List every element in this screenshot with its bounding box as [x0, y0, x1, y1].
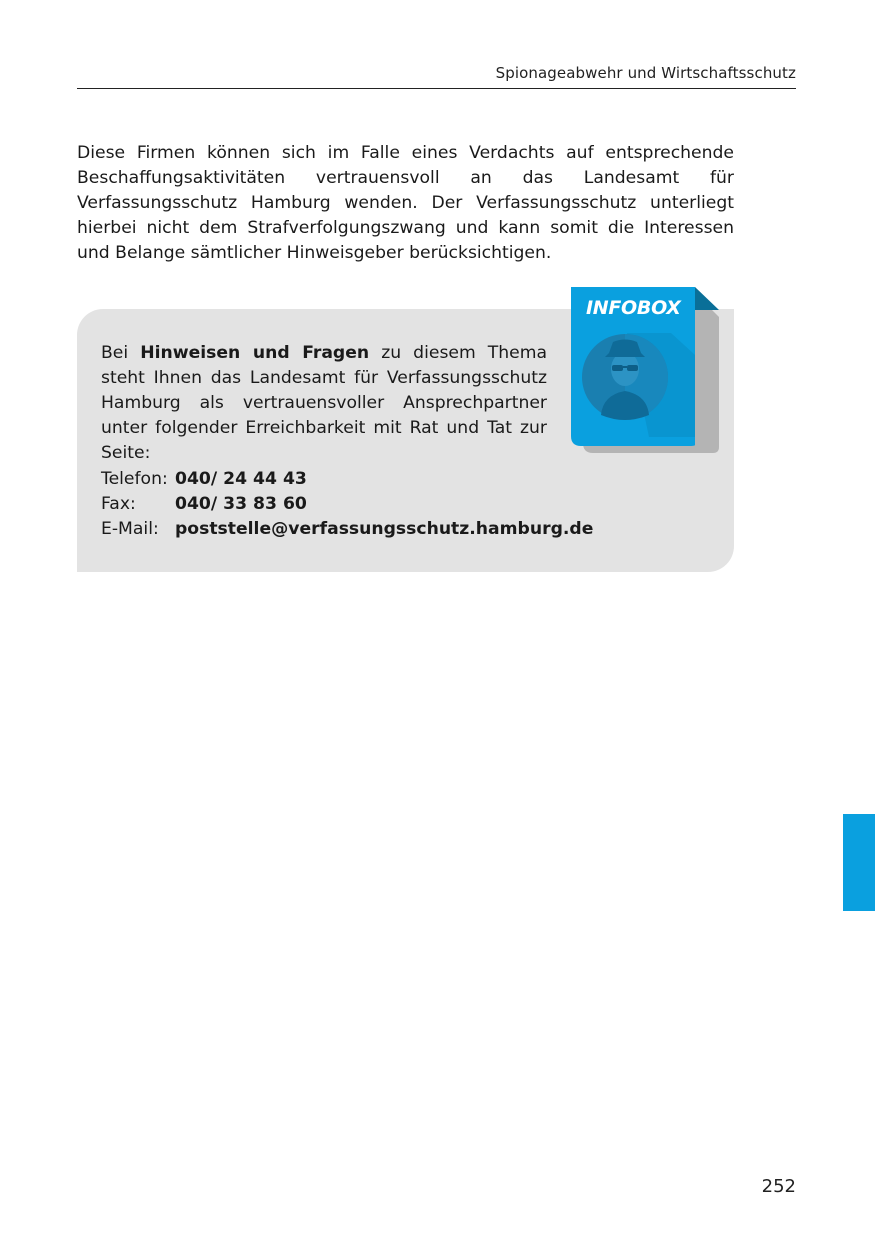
- contact-label: Telefon:: [101, 468, 168, 489]
- infobox-text: [101, 341, 547, 466]
- page-number: 252: [761, 1176, 796, 1197]
- chapter-thumb-tab: [843, 814, 875, 911]
- infobox-text-rest: zu diesem Thema steht Ihnen das Landesamt für Verfassungsschutz Hamburg als vertrauensvoller Ansprechpartner unter folgender Erreichbarkeit mit Rat und Tat zur Seite:: [101, 343, 548, 463]
- running-header-title: Spionageabwehr und Wirtschaftsschutz: [495, 64, 796, 82]
- contact-value: 040/ 24 44 43: [175, 468, 307, 489]
- contact-table: [101, 466, 593, 541]
- intro-paragraph: Diese Firmen können sich im Falle eines Verdachts auf entsprechende Beschaffungsaktivitäten vertrauensvoll an das Landesamt für Verfassungsschutz Hamburg wenden. Der Verfassungsschutz unterliegt hierbei nicht dem Strafverfolgungszwang und kann somit die Interessen und Belange sämtlicher Hinweisgeber berücksichtigen.: [77, 143, 734, 263]
- contact-value: 040/ 33 83 60: [175, 493, 307, 514]
- contact-row-fax: [101, 491, 593, 516]
- contact-row-email: [101, 516, 593, 541]
- infobox-text-bold: Hinweisen und Fragen: [140, 343, 370, 363]
- running-header: [77, 64, 796, 89]
- contact-label: E-Mail:: [101, 518, 159, 539]
- contact-value[interactable]: poststelle@verfassungsschutz.hamburg.de: [175, 518, 594, 539]
- contact-row-phone: [101, 466, 593, 491]
- infobox-badge-label: INFOBOX: [586, 297, 681, 319]
- contact-label: Fax:: [101, 493, 136, 514]
- infobox-text-prefix: Bei: [101, 343, 141, 363]
- infobox-badge: [571, 287, 721, 457]
